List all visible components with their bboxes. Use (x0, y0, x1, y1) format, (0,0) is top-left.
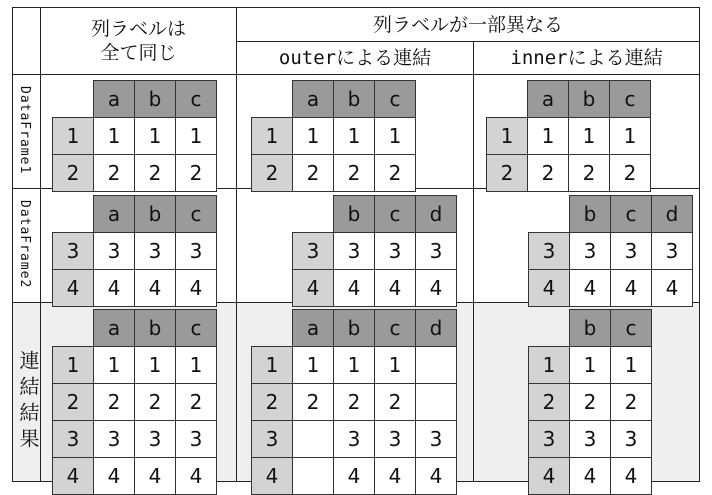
value-cell: 3 (374, 232, 416, 270)
value-cell: 4 (651, 269, 693, 307)
row-label: 1 (52, 117, 94, 155)
row-label: 3 (528, 420, 570, 458)
empty-cell (292, 457, 334, 495)
column-label: b (134, 309, 176, 347)
row-label-result: 連結結果 (16, 350, 40, 454)
header-same-labels (41, 8, 236, 74)
row-label: 3 (52, 232, 94, 270)
value-cell: 2 (610, 383, 652, 421)
value-cell: 1 (568, 117, 610, 155)
value-cell: 3 (93, 420, 135, 458)
value-cell: 1 (175, 346, 217, 384)
header-inner: inner による連結 (510, 47, 663, 69)
row-label: 2 (528, 383, 570, 421)
column-label: c (374, 309, 416, 347)
column-label: a (527, 80, 569, 118)
value-cell: 2 (374, 154, 416, 192)
row-label: 1 (528, 346, 570, 384)
column-label: a (292, 309, 334, 347)
column-label: c (609, 80, 651, 118)
border-right (699, 7, 700, 482)
header-different-labels: 列ラベルが一部異なる (372, 13, 563, 36)
row-label: 3 (251, 420, 293, 458)
row-label: 4 (52, 457, 94, 495)
value-cell: 1 (134, 117, 176, 155)
value-cell: 3 (374, 420, 416, 458)
row-label: 2 (251, 154, 293, 192)
value-cell: 3 (610, 420, 652, 458)
value-cell: 3 (134, 232, 176, 270)
column-label: b (333, 309, 375, 347)
value-cell: 4 (569, 457, 611, 495)
row-label-dataframe2: DataFrame2 (17, 200, 32, 289)
column-label: b (569, 309, 611, 347)
header-same-line1: 列ラベルは (90, 18, 186, 40)
row-label: 3 (292, 232, 334, 270)
value-cell: 4 (175, 269, 217, 307)
value-cell: 3 (651, 232, 693, 270)
row-label: 4 (292, 269, 334, 307)
value-cell: 3 (610, 232, 652, 270)
value-cell: 3 (134, 420, 176, 458)
empty-cell (415, 346, 457, 384)
value-cell: 1 (569, 346, 611, 384)
value-cell: 1 (333, 346, 375, 384)
divider-v2 (236, 7, 237, 482)
column-label: c (374, 80, 416, 118)
value-cell: 1 (333, 117, 375, 155)
row-label: 1 (251, 117, 293, 155)
value-cell: 4 (569, 269, 611, 307)
inner-keyword: inner (510, 47, 568, 69)
value-cell: 1 (374, 346, 416, 384)
value-cell: 1 (292, 346, 334, 384)
row-label: 4 (528, 269, 570, 307)
value-cell: 3 (569, 232, 611, 270)
header-same-line2: 全て同じ (100, 42, 177, 64)
value-cell: 3 (175, 232, 217, 270)
value-cell: 4 (374, 457, 416, 495)
column-label: b (569, 195, 611, 233)
value-cell: 4 (415, 457, 457, 495)
column-label: c (175, 309, 217, 347)
row-label: 3 (528, 232, 570, 270)
value-cell: 1 (93, 117, 135, 155)
column-label: c (610, 309, 652, 347)
value-cell: 2 (93, 383, 135, 421)
column-label: b (134, 80, 176, 118)
column-label: b (568, 80, 610, 118)
row-label: 2 (52, 383, 94, 421)
value-cell: 2 (175, 154, 217, 192)
divider-v3 (473, 41, 474, 482)
value-cell: 1 (134, 346, 176, 384)
value-cell: 4 (374, 269, 416, 307)
value-cell: 2 (134, 383, 176, 421)
column-label: a (93, 309, 135, 347)
value-cell: 3 (175, 420, 217, 458)
row-label: 3 (52, 420, 94, 458)
column-label: c (175, 195, 217, 233)
value-cell: 4 (415, 269, 457, 307)
row-label: 4 (251, 457, 293, 495)
value-cell: 2 (527, 154, 569, 192)
row-label: 2 (52, 154, 94, 192)
value-cell: 3 (333, 232, 375, 270)
column-label: b (134, 195, 176, 233)
column-label: c (610, 195, 652, 233)
value-cell: 2 (93, 154, 135, 192)
value-cell: 1 (374, 117, 416, 155)
value-cell: 4 (134, 457, 176, 495)
value-cell: 4 (93, 457, 135, 495)
value-cell: 2 (333, 383, 375, 421)
value-cell: 4 (333, 269, 375, 307)
column-label: c (374, 195, 416, 233)
border-left (12, 7, 13, 482)
value-cell: 1 (93, 346, 135, 384)
column-label: a (93, 80, 135, 118)
value-cell: 2 (609, 154, 651, 192)
empty-cell (292, 420, 334, 458)
value-cell: 3 (333, 420, 375, 458)
value-cell: 1 (527, 117, 569, 155)
row-label: 2 (251, 383, 293, 421)
column-label: c (175, 80, 217, 118)
value-cell: 4 (175, 457, 217, 495)
value-cell: 2 (292, 383, 334, 421)
value-cell: 2 (134, 154, 176, 192)
row-label: 4 (52, 269, 94, 307)
row-label: 1 (52, 346, 94, 384)
value-cell: 4 (93, 269, 135, 307)
value-cell: 2 (568, 154, 610, 192)
value-cell: 1 (175, 117, 217, 155)
outer-keyword: outer (278, 47, 337, 69)
row-label-dataframe1: DataFrame1 (17, 86, 32, 175)
value-cell: 3 (569, 420, 611, 458)
value-cell: 2 (175, 383, 217, 421)
column-label: d (415, 309, 457, 347)
empty-cell (415, 383, 457, 421)
row-label: 1 (251, 346, 293, 384)
column-label: a (292, 80, 334, 118)
column-label: b (333, 195, 375, 233)
value-cell: 3 (415, 420, 457, 458)
row-label: 2 (486, 154, 528, 192)
column-label: d (651, 195, 693, 233)
value-cell: 1 (610, 346, 652, 384)
row-label: 4 (528, 457, 570, 495)
row-label: 1 (486, 117, 528, 155)
value-cell: 2 (333, 154, 375, 192)
value-cell: 4 (134, 269, 176, 307)
value-cell: 4 (333, 457, 375, 495)
value-cell: 4 (610, 269, 652, 307)
header-outer: outer による連結 (278, 47, 432, 69)
value-cell: 3 (415, 232, 457, 270)
value-cell: 2 (374, 383, 416, 421)
value-cell: 2 (292, 154, 334, 192)
divider-h-header (12, 74, 700, 75)
column-label: a (93, 195, 135, 233)
value-cell: 4 (610, 457, 652, 495)
column-label: b (333, 80, 375, 118)
column-label: d (415, 195, 457, 233)
value-cell: 1 (609, 117, 651, 155)
value-cell: 3 (93, 232, 135, 270)
value-cell: 2 (569, 383, 611, 421)
value-cell: 1 (292, 117, 334, 155)
